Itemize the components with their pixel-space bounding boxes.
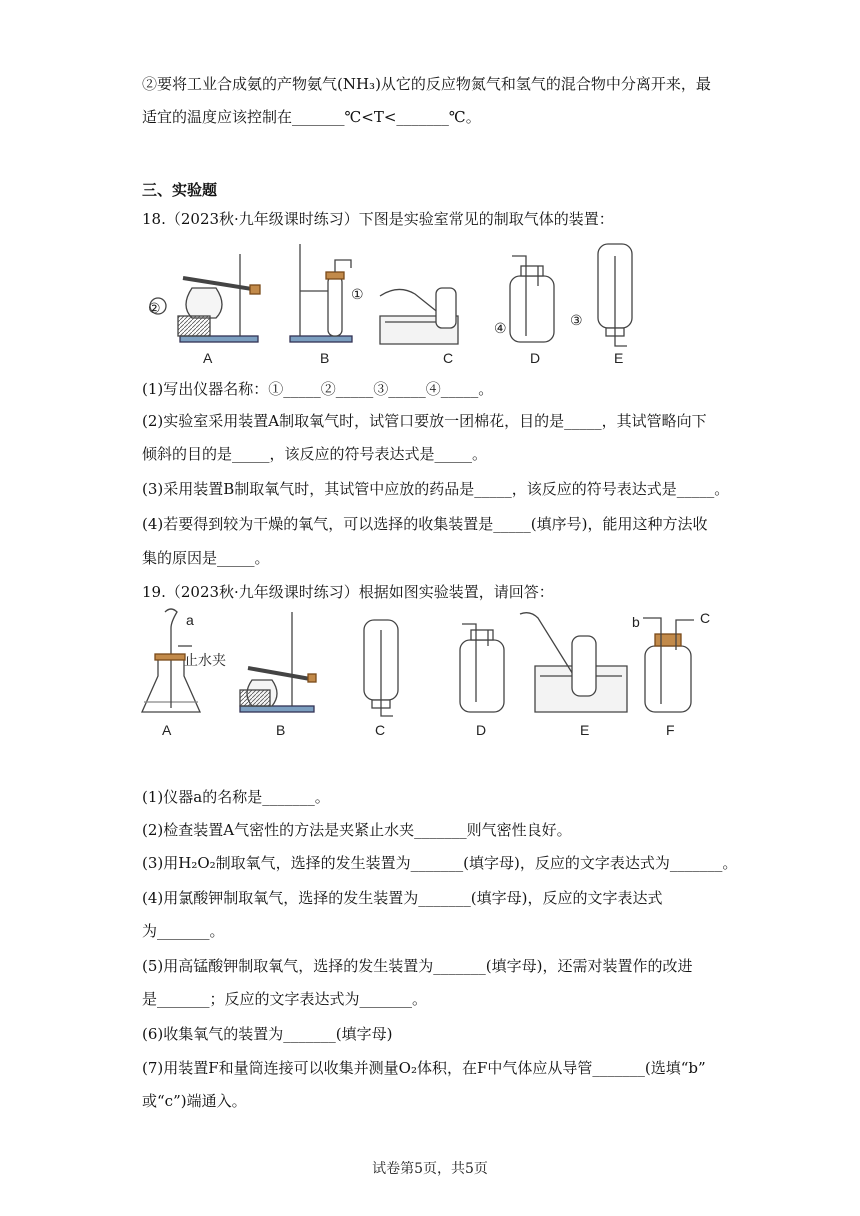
fig19-label-E: E — [580, 722, 590, 738]
question-18-title: 18.（2023秋·九年级课时练习）下图是实验室常见的制取气体的装置： — [142, 210, 614, 228]
fig18-callout-4: ④ — [494, 320, 507, 336]
q18-part-3: (3)采用装置B制取氧气时，其试管中应放的药品是_____，该反应的符号表达式是_____。 — [142, 480, 730, 498]
q18-part-4b: 集的原因是_____。 — [142, 549, 270, 567]
q18-part-4a: (4)若要得到较为干燥的氧气，可以选择的收集装置是_____(填序号)，能用这种方法收 — [142, 515, 708, 533]
q19-part-2: (2)检查装置A气密性的方法是夹紧止水夹_______则气密性良好。 — [142, 821, 572, 839]
fig18-callout-2: ② — [148, 300, 161, 316]
fig19-label-C: C — [375, 722, 386, 738]
fig18-label-C: C — [443, 350, 454, 366]
q18-part-2a: (2)实验室采用装置A制取氧气时，试管口要放一团棉花，目的是_____，其试管略向下 — [142, 412, 707, 430]
fig19-label-B: B — [276, 722, 286, 738]
fig18-label-A: A — [203, 350, 213, 366]
q19-part-5a: (5)用高锰酸钾制取氧气，选择的发生装置为_______(填字母)，还需对装置作的改进 — [142, 957, 693, 975]
fig19-label-A: A — [162, 722, 172, 738]
q18-part-2b: 倾斜的目的是_____，该反应的符号表达式是_____。 — [142, 445, 488, 463]
fig19-tag-b: b — [632, 614, 640, 630]
section-title: 三、实验题 — [142, 181, 218, 199]
figure-18-apparatus — [140, 236, 640, 371]
fig19-label-F: F — [666, 722, 675, 738]
q19-part-4a: (4)用氯酸钾制取氧气，选择的发生装置为_______(填字母)，反应的文字表达式 — [142, 889, 663, 907]
q18-part-1: (1)写出仪器名称：①_____②_____③_____④_____。 — [142, 380, 494, 398]
q19-part-3: (3)用H₂O₂制取氧气，选择的发生装置为_______(填字母)，反应的文字表达式为_______。 — [142, 854, 738, 872]
q19-part-7a: (7)用装置F和量筒连接可以收集并测量O₂体积，在F中气体应从导管_______(选填“b” — [142, 1059, 706, 1077]
q19-part-6: (6)收集氧气的装置为_______(填字母) — [142, 1025, 393, 1043]
text-line-1: ②要将工业合成氨的产物氨气(NH₃)从它的反应物氮气和氢气的混合物中分离开来，最 — [142, 75, 711, 93]
fig18-callout-1: ① — [351, 286, 364, 302]
fig19-tag-clamp: 止水夹 — [184, 652, 226, 668]
page-footer: 试卷第5页，共5页 — [372, 1161, 488, 1177]
text-line-2: 适宜的温度应该控制在_______℃<T<_______℃。 — [142, 108, 481, 126]
fig18-callout-3: ③ — [570, 312, 583, 328]
question-19-title: 19.（2023秋·九年级课时练习）根据如图实验装置，请回答： — [142, 583, 554, 601]
q19-part-5b: 是_______；反应的文字表达式为_______。 — [142, 990, 428, 1008]
fig19-label-D: D — [476, 722, 487, 738]
fig19-tag-a: a — [186, 612, 194, 628]
fig18-label-D: D — [530, 350, 541, 366]
q19-part-1: (1)仪器a的名称是_______。 — [142, 788, 330, 806]
q19-part-7b: 或“c”)端通入。 — [142, 1092, 247, 1110]
fig18-label-B: B — [320, 350, 330, 366]
fig19-tag-c: C — [700, 610, 711, 626]
fig18-label-E: E — [614, 350, 624, 366]
q19-part-4b: 为_______。 — [142, 922, 225, 940]
